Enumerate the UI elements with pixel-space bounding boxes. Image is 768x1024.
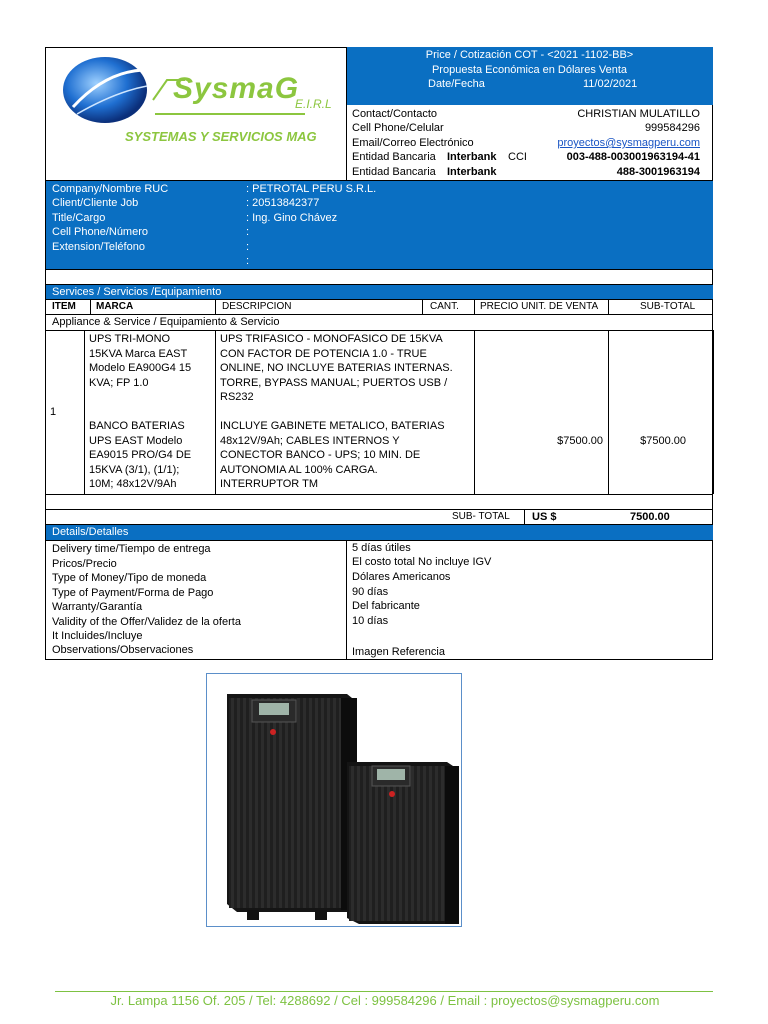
detail-label: Type of Money/Tipo de moneda	[52, 572, 207, 584]
marca-line: 10M; 48x12V/9Ah	[89, 478, 177, 490]
email-label: Email/Correo Electrónico	[352, 137, 474, 149]
cell-label: Cell Phone/Celular	[352, 122, 444, 134]
detail-value: El costo total No incluye IGV	[352, 556, 492, 568]
col-unit: PRECIO UNIT. DE VENTA	[480, 301, 599, 312]
bank1-value: 003-488-003001963194-41	[566, 151, 700, 163]
marca-line: Modelo EA900G4 15	[89, 362, 192, 374]
desc-line: RS232	[220, 391, 254, 403]
company-logo	[55, 52, 345, 167]
ext-label: Extension/Teléfono	[52, 241, 145, 253]
desc-line: INCLUYE GABINETE METALICO, BATERIAS	[220, 420, 445, 432]
client-cell-value: :	[246, 226, 250, 238]
category-row: Appliance & Service / Equipamiento & Servicio	[52, 316, 280, 328]
detail-label: Observations/Observaciones	[52, 644, 194, 656]
contact-value: CHRISTIAN MULATILLO	[577, 108, 700, 120]
client-value: : 20513842377	[246, 197, 320, 209]
marca-line: EA9015 PRO/G4 DE	[89, 449, 192, 461]
marca-line: UPS TRI-MONO	[89, 333, 171, 345]
desc-line: 48x12V/9Ah; CABLES INTERNOS Y	[220, 435, 400, 447]
proposal-line: Propuesta Económica en Dólares Venta	[431, 64, 628, 76]
company-value: : PETROTAL PERU S.R.L.	[246, 183, 377, 195]
col-item: ITEM	[52, 301, 76, 312]
detail-value: Del fabricante	[352, 600, 420, 612]
desc-line: UPS TRIFASICO - MONOFASICO DE 15KVA	[220, 333, 443, 345]
bank1-label-a: Entidad Bancaria	[352, 151, 436, 163]
marca-line: KVA; FP 1.0	[89, 377, 149, 389]
details-header	[46, 525, 713, 540]
detail-value: 90 días	[352, 586, 389, 598]
client-cell-label: Cell Phone/Número	[52, 226, 148, 238]
detail-label: Warranty/Garantía	[52, 601, 143, 613]
services-title: Services / Servicios /Equipamiento	[52, 286, 222, 298]
details-title: Details/Detalles	[52, 526, 129, 538]
detail-value: Imagen Referencia	[352, 646, 445, 658]
desc-line: AUTONOMIA AL 100% CARGA.	[220, 464, 378, 476]
col-cant: CANT.	[430, 301, 459, 312]
currency: US $	[532, 511, 557, 523]
logo-tagline: SYSTEMAS Y SERVICIOS MAG	[125, 129, 317, 144]
line-subtotal: $7500.00	[640, 435, 686, 447]
ups-tower-image	[207, 674, 461, 926]
bank1-label-b: Interbank	[447, 151, 497, 163]
detail-label: Delivery time/Tiempo de entrega	[52, 543, 211, 555]
item-number: 1	[50, 406, 57, 418]
logo-suffix: E.I.R.L	[295, 97, 332, 111]
product-image	[206, 673, 462, 927]
unit-price: $7500.00	[557, 435, 603, 447]
email-link[interactable]: proyectos@sysmagperu.com	[557, 137, 700, 149]
footer-text: Jr. Lampa 1156 Of. 205 / Tel: 4288692 / Cel : 999584296 / Email : proyectos@sysmagperu.com	[110, 993, 660, 1008]
col-marca: MARCA	[96, 301, 134, 312]
col-desc: DESCRIPCION	[222, 301, 292, 312]
marca-line: BANCO BATERIAS	[89, 420, 185, 432]
detail-label: It Incluides/Incluye	[52, 630, 143, 642]
desc-line: CON FACTOR DE POTENCIA 1.0 - TRUE	[220, 348, 427, 360]
bank2-value: 488-3001963194	[616, 166, 700, 178]
marca-line: 15KVA Marca EAST	[89, 348, 188, 360]
logo-brand: SysmaG	[173, 72, 300, 105]
subtotal-label: SUB- TOTAL	[452, 511, 510, 522]
bank2-label-b: Interbank	[447, 166, 497, 178]
title-label: Title/Cargo	[52, 212, 106, 224]
ext-value: :	[246, 241, 250, 253]
date-label: Date/Fecha	[428, 78, 485, 90]
company-label: Company/Nombre RUC	[52, 183, 169, 195]
bank1-cci: CCI	[508, 151, 527, 163]
footer-rule	[55, 991, 713, 992]
marca-line: 15KVA (3/1), (1/1);	[89, 464, 180, 476]
detail-value: 10 días	[352, 615, 389, 627]
title-value: : Ing. Gino Chávez	[246, 212, 338, 224]
marca-line: UPS EAST Modelo	[89, 435, 183, 447]
detail-label: Validity of the Offer/Validez de la oferta	[52, 616, 241, 628]
detail-value: Dólares Americanos	[352, 571, 451, 583]
contact-label: Contact/Contacto	[352, 108, 437, 120]
detail-value: 5 días útiles	[352, 542, 411, 554]
cell-value: 999584296	[644, 122, 700, 134]
desc-line: TORRE, BYPASS MANUAL; PUERTOS USB /	[220, 377, 448, 389]
bank2-label-a: Entidad Bancaria	[352, 166, 436, 178]
desc-line: CONECTOR BANCO - UPS; 10 MIN. DE	[220, 449, 421, 461]
blank-value: :	[246, 255, 250, 267]
date-value: 11/02/2021	[583, 78, 638, 90]
client-label: Client/Cliente Job	[52, 197, 139, 209]
price-line: Price / Cotización COT - <2021 -1102-BB>	[425, 49, 634, 61]
desc-line: INTERRUPTOR TM	[220, 478, 318, 490]
col-sub: SUB-TOTAL	[640, 301, 696, 312]
detail-label: Type of Payment/Forma de Pago	[52, 587, 214, 599]
subtotal-value: 7500.00	[630, 511, 670, 523]
detail-label: Pricos/Precio	[52, 558, 117, 570]
desc-line: ONLINE, NO INCLUYE BATERIAS INTERNAS.	[220, 362, 453, 374]
